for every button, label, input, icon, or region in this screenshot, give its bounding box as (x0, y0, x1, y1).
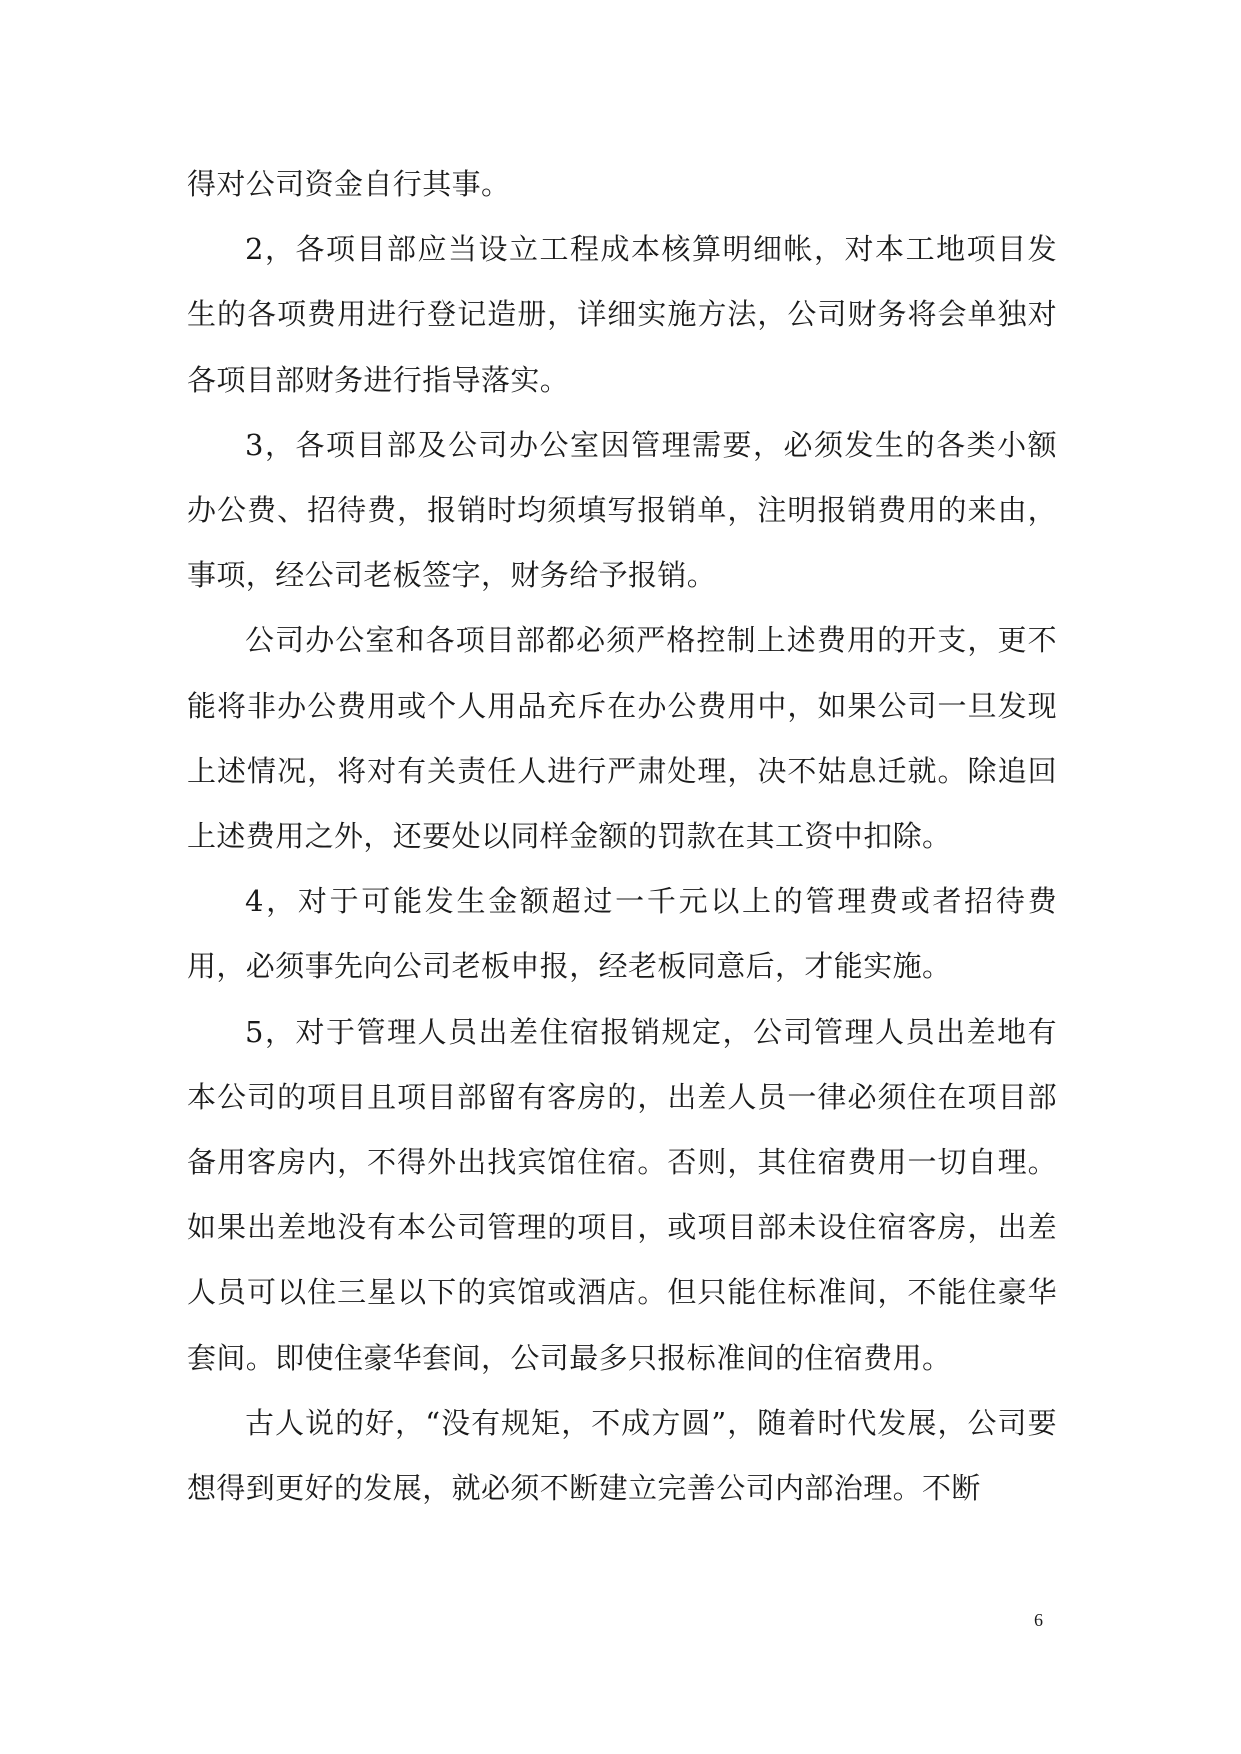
paragraph: 2，各项目部应当设立工程成本核算明细帐，对本工地项目发生的各项费用进行登记造册，详细实施方法，公司财务将会单独对各项目部财务进行指导落实。 (187, 232, 1057, 397)
paragraph: 5，对于管理人员出差住宿报销规定，公司管理人员出差地有本公司的项目且项目部留有客房的，出差人员一律必须住在项目部备用客房内，不得外出找宾馆住宿。否则，其住宿费用一切自理。如果出差地没有本公司管理的项目，或项目部未设住宿客房，出差人员可以住三星以下的宾馆或酒店。但只能住标准间，不能住豪华套间。即使住豪华套间，公司最多只报标准间的住宿费用。 (187, 1014, 1057, 1375)
page-number: 6 (1034, 1610, 1043, 1630)
paragraph: 得对公司资金自行其事。 (187, 167, 511, 201)
paragraph: 3，各项目部及公司办公室因管理需要，必须发生的各类小额办公费、招待费，报销时均须填写报销单，注明报销费用的来由，事项，经公司老板签字，财务给予报销。 (187, 427, 1057, 593)
document-body (187, 152, 1057, 1521)
paragraph: 4，对于可能发生金额超过一千元以上的管理费或者招待费用，必须事先向公司老板申报，经老板同意后，才能实施。 (187, 884, 1057, 984)
paragraph: 公司办公室和各项目部都必须严格控制上述费用的开支，更不能将非办公费用或个人用品充斥在办公费用中，如果公司一旦发现上述情况，将对有关责任人进行严肃处理，决不姑息迁就。除追回上述费用之外，还要处以同样金额的罚款在其工资中扣除。 (187, 623, 1057, 854)
paragraph: 古人说的好，“没有规矩，不成方圆”，随着时代发展，公司要想得到更好的发展，就必须不断建立完善公司内部治理。不断 (187, 1405, 1057, 1506)
